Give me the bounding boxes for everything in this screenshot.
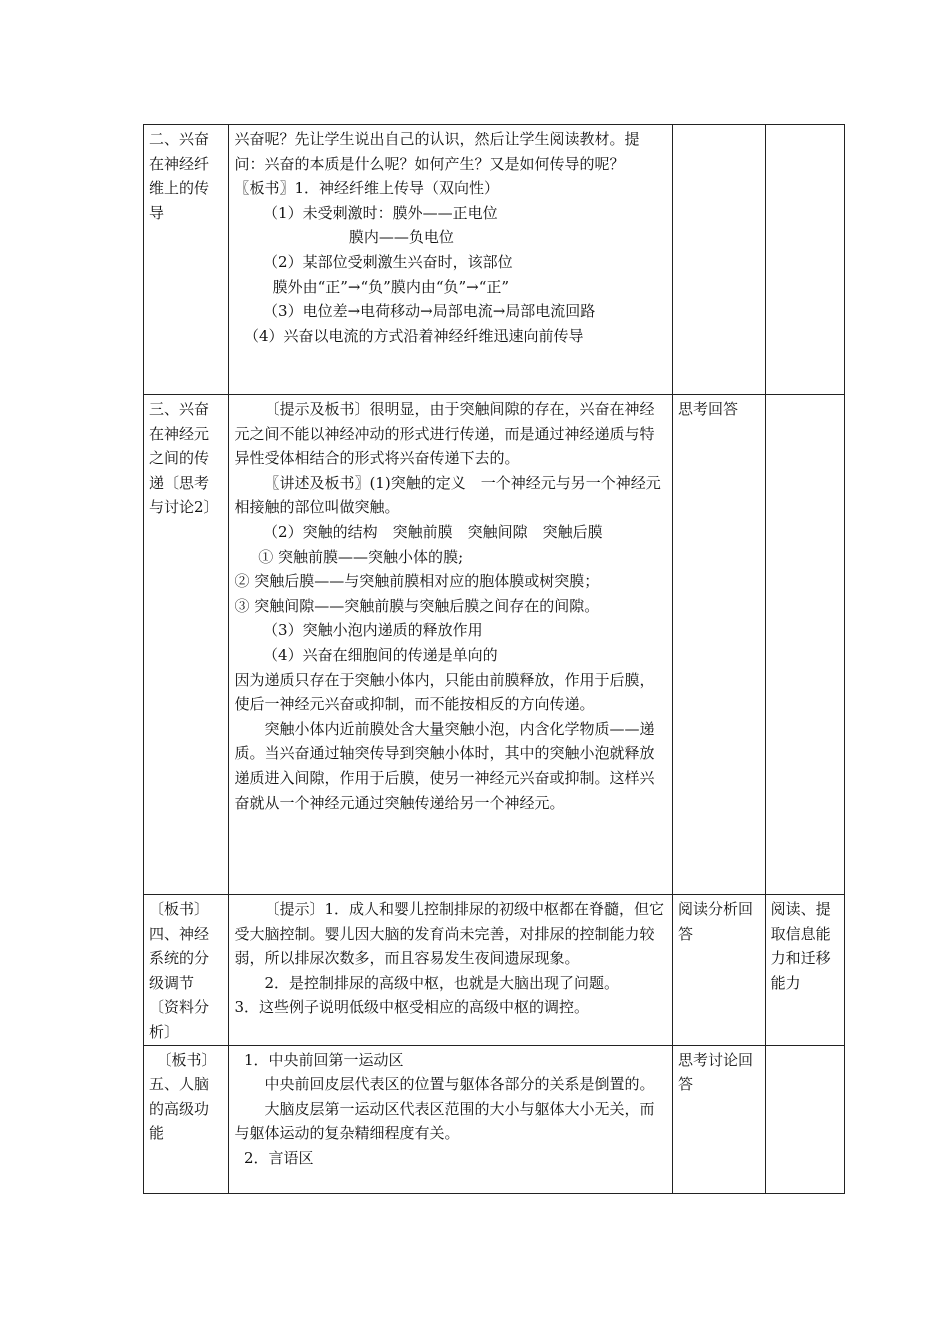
design-intent-cell bbox=[765, 1045, 844, 1193]
content-cell bbox=[229, 1045, 673, 1193]
student-activity-text: 思考讨论回答 bbox=[678, 1050, 754, 1094]
content-line: ③ 突触间隙——突触前膜与突触后膜之间存在的间隙。 bbox=[234, 596, 600, 615]
topic-text: 〔板书〕五、人脑的高级功能 bbox=[149, 1050, 217, 1143]
content-line: 膜外由“正”→“负”膜内由“负”→“正” bbox=[234, 277, 510, 296]
content-line: 中央前回皮层代表区的位置与躯体各部分的关系是倒置的。 bbox=[264, 1075, 655, 1094]
topic-cell bbox=[144, 1045, 229, 1193]
topic-text: 〔板书〕四、神经系统的分级调节〔资料分析〕 bbox=[149, 900, 210, 1041]
content-line: 2．言语区 bbox=[234, 1148, 314, 1167]
content-cell bbox=[229, 125, 673, 395]
content-cell bbox=[229, 895, 673, 1046]
content-line: （4）兴奋在细胞间的传递是单向的 bbox=[234, 645, 498, 664]
content-line: 1．中央前回第一运动区 bbox=[234, 1050, 404, 1069]
topic-cell bbox=[144, 895, 229, 1046]
lesson-table-body bbox=[144, 125, 845, 1194]
content-line: （2）突触的结构 突触前膜 突触间隙 突触后膜 bbox=[234, 522, 603, 541]
lesson-table bbox=[143, 124, 845, 1194]
topic-text: 三、兴奋在神经元之间的传递〔思考与讨论2〕 bbox=[149, 400, 219, 517]
student-activity-cell bbox=[673, 395, 766, 895]
content-line: 〔提示〕1．成人和婴儿控制排尿的初级中枢都在脊髓，但它受大脑控制。婴儿因大脑的发育尚未完善，对排尿的控制能力较弱，所以排尿次数多，而且容易发生夜间遗尿现象。 bbox=[234, 900, 664, 968]
content-line: ① 突触前膜——突触小体的膜; bbox=[234, 547, 464, 566]
content-line: （4）兴奋以电流的方式沿着神经纤维迅速向前传导 bbox=[234, 326, 584, 345]
content-line: （1）未受刺激时：膜外——正电位 bbox=[234, 203, 498, 222]
content-line: 3．这些例子说明低级中枢受相应的高级中枢的调控。 bbox=[234, 998, 589, 1017]
content-line: ② 突触后膜——与突触前膜相对应的胞体膜或树突膜； bbox=[234, 572, 600, 591]
content-line: （2）某部位受刺激生兴奋时，该部位 bbox=[234, 252, 513, 271]
content-line: 〖板书〗1．神经纤维上传导（双向性） bbox=[234, 179, 499, 198]
table-row bbox=[144, 1045, 845, 1193]
content-line: 膜内——负电位 bbox=[234, 228, 454, 247]
topic-cell bbox=[144, 125, 229, 395]
topic-text: 二、兴奋在神经纤维上的传导 bbox=[149, 130, 210, 222]
content-line: （3）突触小泡内递质的释放作用 bbox=[234, 621, 483, 640]
design-intent-text: 阅读、提取信息能力和迁移能力 bbox=[770, 900, 831, 992]
content-line: 〔提示及板书〕很明显，由于突触间隙的存在，兴奋在神经元之间不能以神经冲动的形式进行传递，而是通过神经递质与特异性受体相结合的形式将兴奋传递下去的。 bbox=[234, 400, 655, 468]
content-line: 突触小体内近前膜处含大量突触小泡，内含化学物质——递质。当兴奋通过轴突传导到突触小体时，其中的突触小泡就释放递质进入间隙，作用于后膜，使另一神经元兴奋或抑制。这样兴奋就从一个神经元通过突触传递给另一个神经元。 bbox=[234, 719, 655, 812]
design-intent-cell bbox=[765, 895, 844, 1046]
content-line: 因为递质只存在于突触小体内，只能由前膜释放，作用于后膜，使后一神经元兴奋或抑制，而不能按相反的方向传递。 bbox=[234, 670, 655, 714]
student-activity-cell bbox=[673, 895, 766, 1046]
design-intent-cell bbox=[765, 125, 844, 395]
table-row bbox=[144, 395, 845, 895]
design-intent-cell bbox=[765, 395, 844, 895]
student-activity-cell bbox=[673, 1045, 766, 1193]
table-row bbox=[144, 125, 845, 395]
student-activity-cell bbox=[673, 125, 766, 395]
content-cell bbox=[229, 395, 673, 895]
content-line: 兴奋呢？先让学生说出自己的认识，然后让学生阅读教材。提问：兴奋的本质是什么呢？如何产生？又是如何传导的呢？ bbox=[234, 130, 640, 173]
content-line: 〖讲述及板书〗(1)突触的定义 一个神经元与另一个神经元相接触的部位叫做突触。 bbox=[234, 473, 661, 517]
topic-cell bbox=[144, 395, 229, 895]
table-row bbox=[144, 895, 845, 1046]
content-line: 大脑皮层第一运动区代表区范围的大小与躯体大小无关，而与躯体运动的复杂精细程度有关。 bbox=[234, 1099, 655, 1143]
content-line: （3）电位差→电荷移动→局部电流→局部电流回路 bbox=[234, 302, 596, 321]
student-activity-text: 阅读分析回答 bbox=[678, 900, 754, 943]
content-line: 2．是控制排尿的高级中枢，也就是大脑出现了问题。 bbox=[264, 973, 619, 992]
student-activity-text: 思考回答 bbox=[678, 400, 739, 418]
